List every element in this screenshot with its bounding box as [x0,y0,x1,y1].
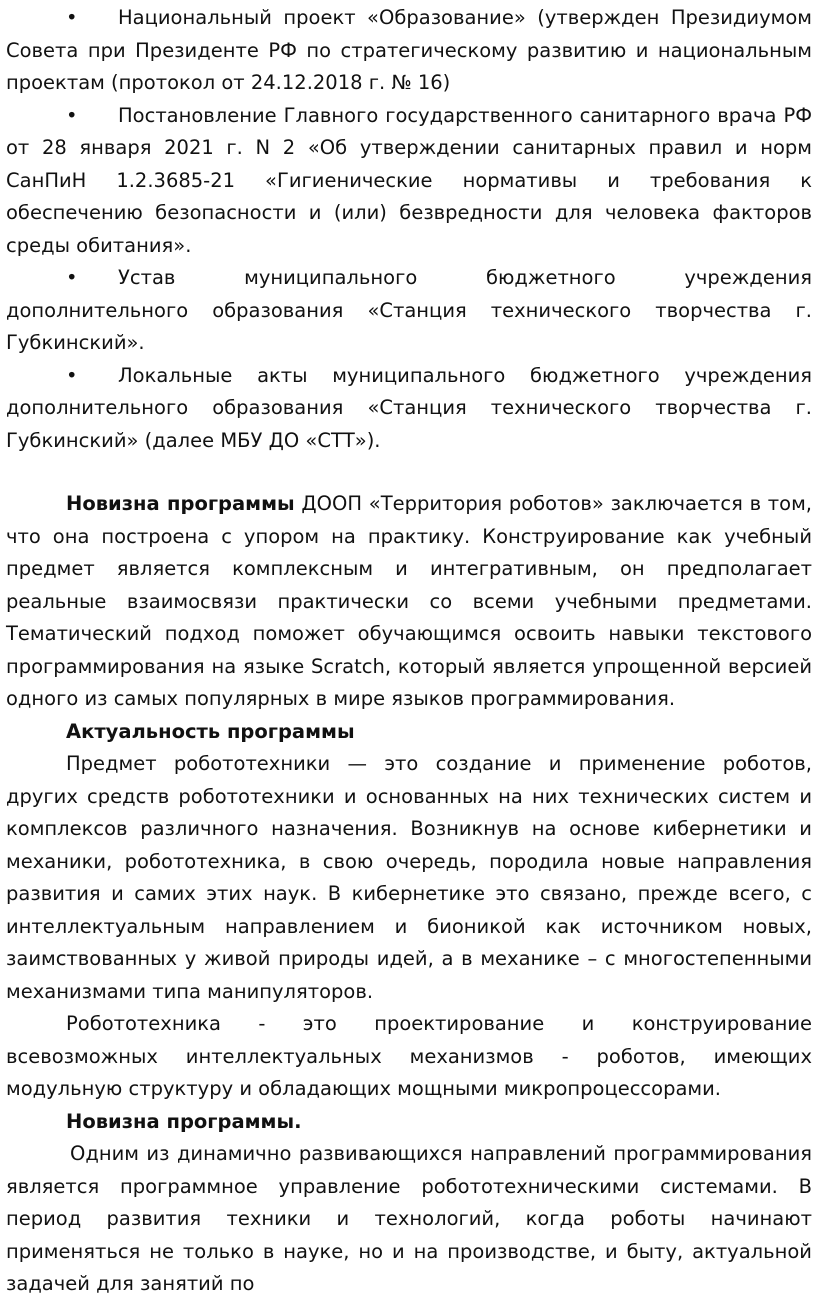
robotics-definition-paragraph: Робототехника - это проектирование и конструирование всевозможных интеллектуальных механизмов - роботов, имеющих модульную структуру и обладающих мощными микропроцессорами. [6,1012,812,1100]
list-item [6,262,812,360]
novelty-heading: Новизна программы. [66,1109,302,1133]
list-item-text: Локальные акты муниципального бюджетного учреждения дополнительного образования «Станция технического творчества г. Губкинский» (далее МБУ ДО «СТТ»). [6,363,812,452]
novelty-text: ДООП «Территория роботов» заключается в том, что она построена с упором на практику. Конструирование как учебный предмет является комплексным и интегративным, он предполагает реальные взаимосвязи практически со всеми учебными предметами. Тематический подход поможет обучающимся освоить навыки текстового программирования на языке Scratch, который является упрощенной версией одного из самых популярных в мире языков программирования. [6,492,812,710]
bullet-icon: • [66,363,78,387]
list-item [6,2,812,100]
bullet-icon: • [66,6,78,29]
list-item [6,100,812,263]
list-item-text: Национальный проект «Образование» (утвержден Президиумом Совета при Президенте РФ по стратегическому развитию и национальным проектам (протокол от 24.12.2018 г. № 16) [6,6,812,94]
list-item-text: Постановление Главного государственного санитарного врача РФ от 28 января 2021 г. N 2 «Об утверждении санитарных правил и норм СанПиН 1.2.3685-21 «Гигиенические нормативы и требования к обеспечению безопасности и (или) безвредности для человека факторов среды обитания». [6,103,812,257]
novelty-paragraph [6,488,812,716]
bullet-icon: • [66,266,78,289]
list-item-text: Устав муниципального бюджетного учреждения дополнительного образования «Станция технического творчества г. Губкинский». [6,266,812,354]
bullet-icon: • [66,103,78,127]
relevance-heading: Актуальность программы [66,719,355,743]
list-item [6,360,812,458]
novelty-paragraph-2: Одним из динамично развивающихся направлений программирования является программное управление робототехническими системами. В период развития техники и технологий, когда роботы начинают применяться не только в науке, но и на производстве, и быту, актуальной задачей для занятий по [6,1142,812,1295]
novelty-label: Новизна программы [66,492,295,515]
relevance-paragraph: Предмет робототехники — это создание и применение роботов, других средств робототехники и основанных на них технических систем и комплексов различного назначения. Возникнув на основе кибернетики и механики, робототехника, в свою очередь, породила новые направления развития и самих этих наук. В кибернетике это связано, прежде всего, с интеллектуальным направлением и бионикой как источником новых, заимствованных у живой природы идей, а в механике – с многостепенными механизмами типа манипуляторов. [6,752,812,1003]
